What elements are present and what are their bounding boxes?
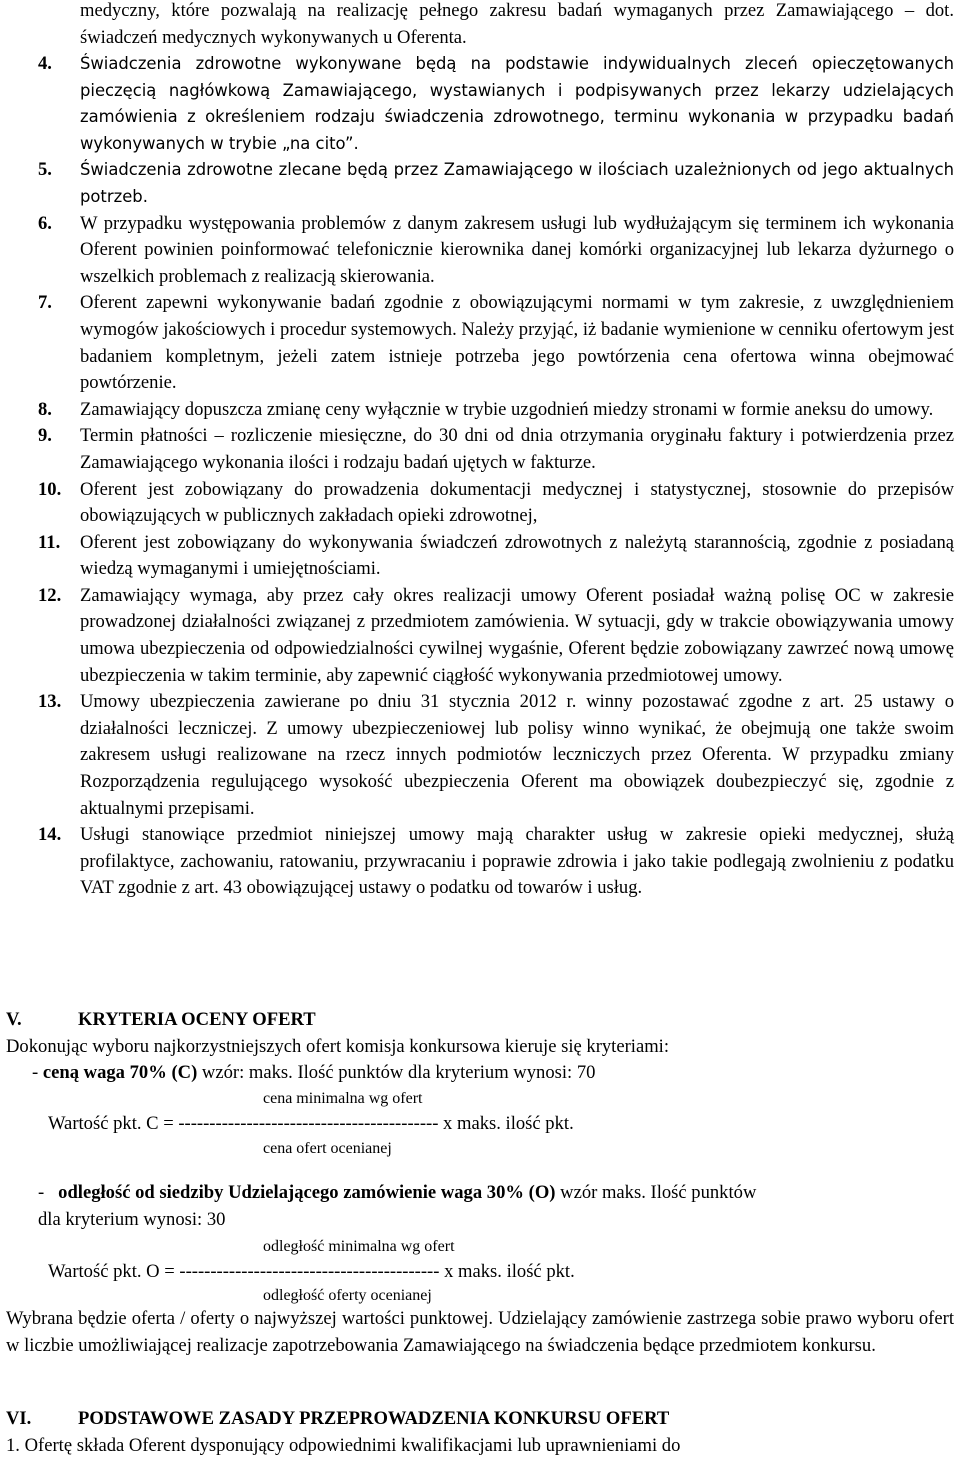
item-number: 4. bbox=[38, 53, 52, 74]
list-item-14 bbox=[0, 822, 960, 902]
criterion-price-rule: wzór: maks. Ilość punktów dla kryterium wynosi: 70 bbox=[201, 1062, 596, 1083]
item-number: 6. bbox=[38, 212, 52, 234]
formula-o: Wartość pkt. O = ------------------------------------------ x maks. ilość pkt. bbox=[48, 1261, 575, 1282]
item-number: 9. bbox=[38, 425, 52, 447]
criterion-dash: - bbox=[32, 1062, 39, 1083]
item-text: W przypadku występowania problemów z danym zakresem usługi lub wydłużającym się terminem ich wykonania Oferent powinien poinformować telefonicznie kierownika danej komórki organizacyjnej lub lekarza dyżurnego o wszelkich problemach z realizacją skierowania. bbox=[80, 212, 954, 287]
criteria-intro: Dokonując wyboru najkorzystniejszych ofert komisja konkursowa kieruje się kryteriami: bbox=[6, 1036, 670, 1057]
item-number: 11. bbox=[38, 531, 61, 553]
formula-c-numerator: cena minimalna wg ofert bbox=[263, 1090, 423, 1107]
item-number: 14. bbox=[38, 824, 62, 846]
item-number: 5. bbox=[38, 159, 52, 181]
closing-paragraph: Wybrana będzie oferta / oferty o najwyższej wartości punktowej. Udzielający zamówienie zastrzega sobie prawo wyboru ofert w liczbie umożliwiającej realizacje zapotrzebowania Zamawiającego na świadczenia będące przedmiotem konkursu. bbox=[6, 1308, 954, 1356]
item-number: 13. bbox=[38, 691, 62, 713]
list-item-13 bbox=[0, 689, 960, 822]
section-title: PODSTAWOWE ZASADY PRZEPROWADZENIA KONKURSU OFERT bbox=[78, 1408, 670, 1429]
criterion-price bbox=[32, 1060, 954, 1087]
numbered-list bbox=[0, 51, 960, 902]
list-item-8 bbox=[0, 397, 960, 424]
item-text: Oferent zapewni wykonywanie badań zgodnie z obowiązującymi normami w tym zakresie, z uwzględnieniem wymogów jakościowych i procedur systemowych. Należy przyjąć, iż badanie wymienione w cenniku ofertowym jest badaniem kompletnym, jeżeli zatem istnieje potrzeba jego powtórzenia cena ofertowa winna obejmować powtórzenie. bbox=[80, 292, 954, 394]
item-text: Termin płatności – rozliczenie miesięczne, do 30 dni od dnia otrzymania oryginału faktury i potwierdzenia przez Zamawiającego wykonania ilości i rodzaju badań ujętych w fakturze. bbox=[80, 425, 954, 473]
criterion-dash: - bbox=[38, 1182, 45, 1203]
section-vi-item-1 bbox=[6, 1433, 954, 1460]
item-text: Świadczenia zdrowotne zlecane będą przez Zamawiającego w ilościach uzależnionych od jego aktualnych potrzeb. bbox=[80, 160, 954, 206]
item-number: 10. bbox=[38, 478, 62, 500]
list-item-7 bbox=[0, 290, 960, 396]
list-item-5 bbox=[0, 157, 960, 210]
item-number: 8. bbox=[38, 398, 52, 420]
list-item-10 bbox=[0, 477, 960, 530]
list-item-12 bbox=[0, 583, 960, 689]
formula-c: Wartość pkt. C = ------------------------------------------ x maks. ilość pkt. bbox=[48, 1113, 574, 1134]
list-item-6 bbox=[0, 211, 960, 291]
criterion-distance-label: odległość od siedziby Udzielającego zamówienie waga 30% (O) bbox=[58, 1182, 556, 1203]
section-heading-v bbox=[6, 1007, 316, 1033]
item-text: Oferent jest zobowiązany do wykonywania świadczeń zdrowotnych z należytą starannością, zgodnie z posiadaną wiedzą wymaganymi i umiejętnościami. bbox=[80, 531, 954, 580]
formula-o-denominator: odległość oferty ocenianej bbox=[263, 1287, 432, 1304]
item-text: Świadczenia zdrowotne wykonywane będą na podstawie indywidualnych zleceń opieczętowanych pieczęcią nagłówkową Zamawiającego, wystawianych i podpisywanych przez lekarzy udzielających zamówienia z określeniem rodzaju świadczenia zdrowotnego, terminu wykonania w przypadku badań wykonywanych w trybie „na cito”. bbox=[80, 54, 954, 153]
section-number: V. bbox=[6, 1009, 22, 1030]
item-text: Umowy ubezpieczenia zawierane po dniu 31 stycznia 2012 r. winny pozostawać zgodne z art. 25 ustawy o działalności leczniczej. Z umowy ubezpieczeniowej lub polisy winno wynikać, że obejmują one także swoim zakresem usługi realizowane na rzecz innych podmiotów leczniczych przez Oferenta. W przypadku zmiany Rozporządzenia regulującego wysokość ubezpieczenia Oferent ma obowiązek doubezpieczyć się, zgodnie z aktualnymi przepisami. bbox=[80, 691, 954, 819]
formula-o-numerator: odległość minimalna wg ofert bbox=[263, 1238, 455, 1255]
section-title: KRYTERIA OCENY OFERT bbox=[78, 1009, 316, 1030]
item-text: Zamawiający wymaga, aby przez cały okres realizacji umowy Oferent posiadał ważną polisę OC w zakresie prowadzonej działalności związanej z przedmiotem zamówienia. W sytuacji, gdy w trakcie obowiązywania umowy umowa ubezpieczenia od odpowiedzialności cywilnej wygaśnie, Oferent będzie zobowiązany zawrzeć nową umowę ubezpieczenia w takim terminie, aby zapewnić ciągłość wykonywania przedmiotowej umowy. bbox=[80, 584, 954, 686]
list-item-9 bbox=[0, 423, 960, 476]
formula-c-denominator: cena ofert ocenianej bbox=[263, 1140, 392, 1157]
criterion-distance-rule: wzór maks. Ilość punktów bbox=[560, 1182, 757, 1203]
item-number: 7. bbox=[38, 292, 52, 314]
item-number: 12. bbox=[38, 584, 62, 606]
section-number: VI. bbox=[6, 1408, 32, 1429]
list-item-11 bbox=[0, 530, 960, 583]
item-text: Oferent jest zobowiązany do prowadzenia dokumentacji medycznej i statystycznej, stosownie do przepisów obowiązujących w publicznych zakładach opieki zdrowotnej, bbox=[80, 478, 954, 527]
item-text: Usługi stanowiące przedmiot niniejszej umowy mają charakter usług w zakresie opieki medycznej, służą profilaktyce, zachowaniu, ratowaniu, przywracaniu i poprawie zdrowia i jako takie podlegają zwolnieniu z podatku VAT zgodnie z art. 43 obowiązującej ustawy o podatku od towarów i usług. bbox=[80, 824, 954, 899]
item-text: Ofertę składa Oferent dysponujący odpowiednimi kwalifikacjami lub uprawnieniami do bbox=[24, 1435, 681, 1456]
section-heading-vi bbox=[6, 1406, 669, 1432]
item-text: Zamawiający dopuszcza zmianę ceny wyłącznie w trybie uzgodnień miedzy stronami w formie aneksu do umowy. bbox=[80, 398, 934, 420]
criterion-price-label: ceną waga 70% (C) bbox=[42, 1062, 198, 1083]
criterion-distance bbox=[38, 1180, 954, 1207]
list-item-4 bbox=[0, 51, 960, 157]
item-number: 1. bbox=[6, 1435, 20, 1456]
criterion-distance-cont: dla kryterium wynosi: 30 bbox=[38, 1209, 226, 1230]
continuation-text: medyczny, które pozwalają na realizację pełnego zakresu badań wymaganych przez Zamawiającego – dot. świadczeń medycznych wykonywanych u Oferenta. bbox=[80, 0, 954, 48]
